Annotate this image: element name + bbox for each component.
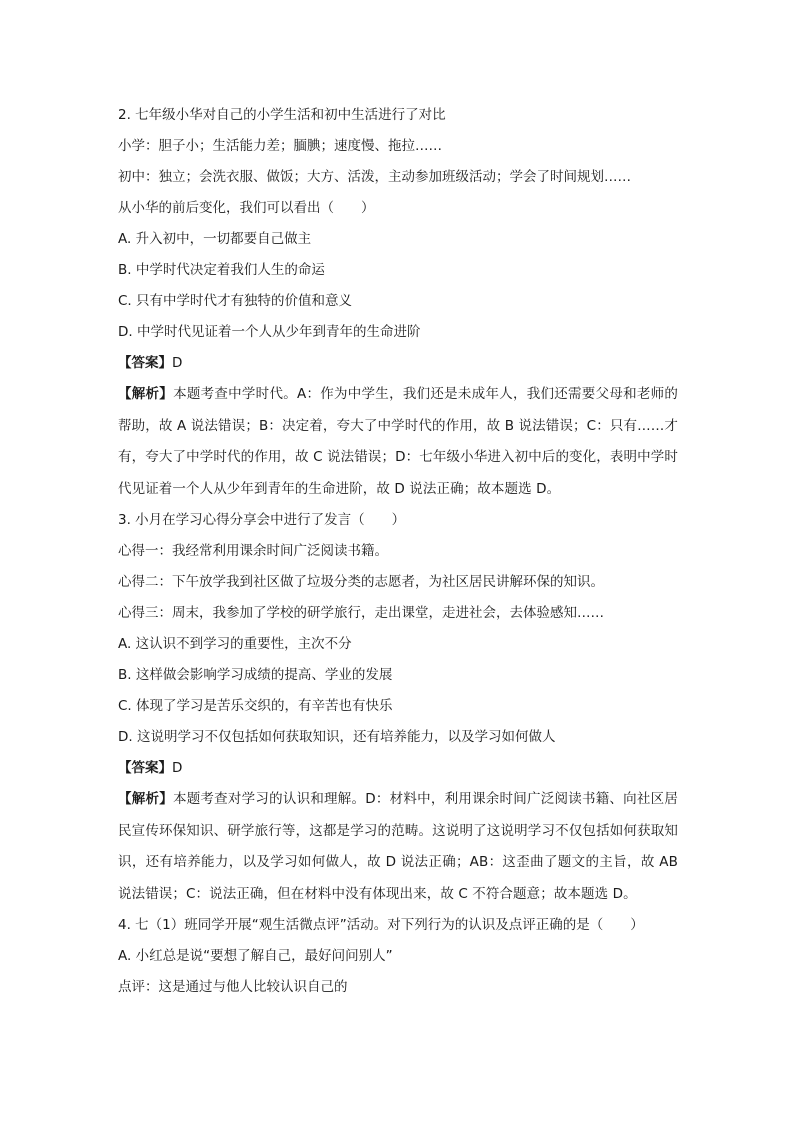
option-c: C. 体现了学习是苦乐交织的，有辛苦也有快乐 — [118, 698, 393, 714]
question-stem: 2. 七年级小华对自己的小学生活和初中生活进行了对比 — [118, 107, 446, 123]
analysis-paragraph — [118, 379, 678, 505]
comment-line: 点评：这是通过与他人比较认识自己的 — [118, 979, 348, 995]
option-a: A. 小红总是说“要想了解自己，最好问问别人” — [118, 948, 393, 964]
answer-tag: 【答案】 — [118, 355, 172, 371]
analysis-tag: 【解析】 — [118, 386, 174, 402]
option-a: A. 这认识不到学习的重要性，主次不分 — [118, 636, 352, 652]
answer-line — [118, 753, 678, 784]
material-line: 初中：独立；会洗衣服、做饭；大方、活泼，主动参加班级活动；学会了时间规划…… — [118, 169, 631, 185]
analysis-tag: 【解析】 — [118, 791, 173, 807]
material-line: 从小华的前后变化，我们可以看出（ ） — [118, 200, 375, 216]
option-b: B. 中学时代决定着我们人生的命运 — [118, 262, 325, 278]
question-4 — [118, 910, 678, 1003]
question-2 — [118, 100, 678, 505]
material-line: 心得一：我经常利用课余时间广泛阅读书籍。 — [118, 543, 388, 559]
option-b: B. 这样做会影响学习成绩的提高、学业的发展 — [118, 667, 393, 683]
answer-value: D — [172, 760, 183, 776]
option-c: C. 只有中学时代才有独特的价值和意义 — [118, 293, 353, 309]
question-stem: 3. 小月在学习心得分享会中进行了发言（ ） — [118, 512, 406, 528]
answer-tag: 【答案】 — [118, 760, 172, 776]
analysis-text: 本题考查中学时代。A：作为中学生，我们还是未成年人，我们还需要父母和老师的帮助，故 A 说法错误；B：决定着，夸大了中学时代的作用，故 B 说法错误；C：只有……才有，夸大了中学时代的作用，故 C 说法错误；D：七年级小华进入初中后的变化，表明中学时代见证着一个人从少年到青年的生命进阶，故 D 说法正确；故本题选 D。 — [118, 386, 679, 497]
answer-line — [118, 348, 678, 379]
analysis-paragraph — [118, 784, 678, 910]
question-stem: 4. 七（1）班同学开展“观生活微点评”活动。对下列行为的认识及点评正确的是（ ） — [118, 917, 644, 933]
option-d: D. 这说明学习不仅包括如何获取知识，还有培养能力，以及学习如何做人 — [118, 729, 556, 745]
document-page — [118, 100, 678, 1003]
material-line: 小学：胆子小；生活能力差；腼腆；速度慢、拖拉…… — [118, 138, 442, 154]
analysis-text: 本题考查对学习的认识和理解。D：材料中，利用课余时间广泛阅读书籍、向社区居民宣传环保知识、研学旅行等，这都是学习的范畴。这说明了这说明学习不仅包括如何获取知识，还有培养能力，以及学习如何做人，故 D 说法正确；AB：这歪曲了题文的主旨，故 AB 说法错误；C：说法正确，但在材料中没有体现出来，故 C 不符合题意；故本题选 D。 — [118, 791, 678, 902]
option-a: A. 升入初中，一切都要自己做主 — [118, 231, 312, 247]
material-line: 心得三：周末，我参加了学校的研学旅行，走出课堂，走进社会，去体验感知…… — [118, 605, 604, 621]
material-line: 心得二：下午放学我到社区做了垃圾分类的志愿者，为社区居民讲解环保的知识。 — [118, 574, 604, 590]
question-3 — [118, 505, 678, 910]
answer-value: D — [172, 355, 183, 371]
option-d: D. 中学时代见证着一个人从少年到青年的生命进阶 — [118, 324, 421, 340]
